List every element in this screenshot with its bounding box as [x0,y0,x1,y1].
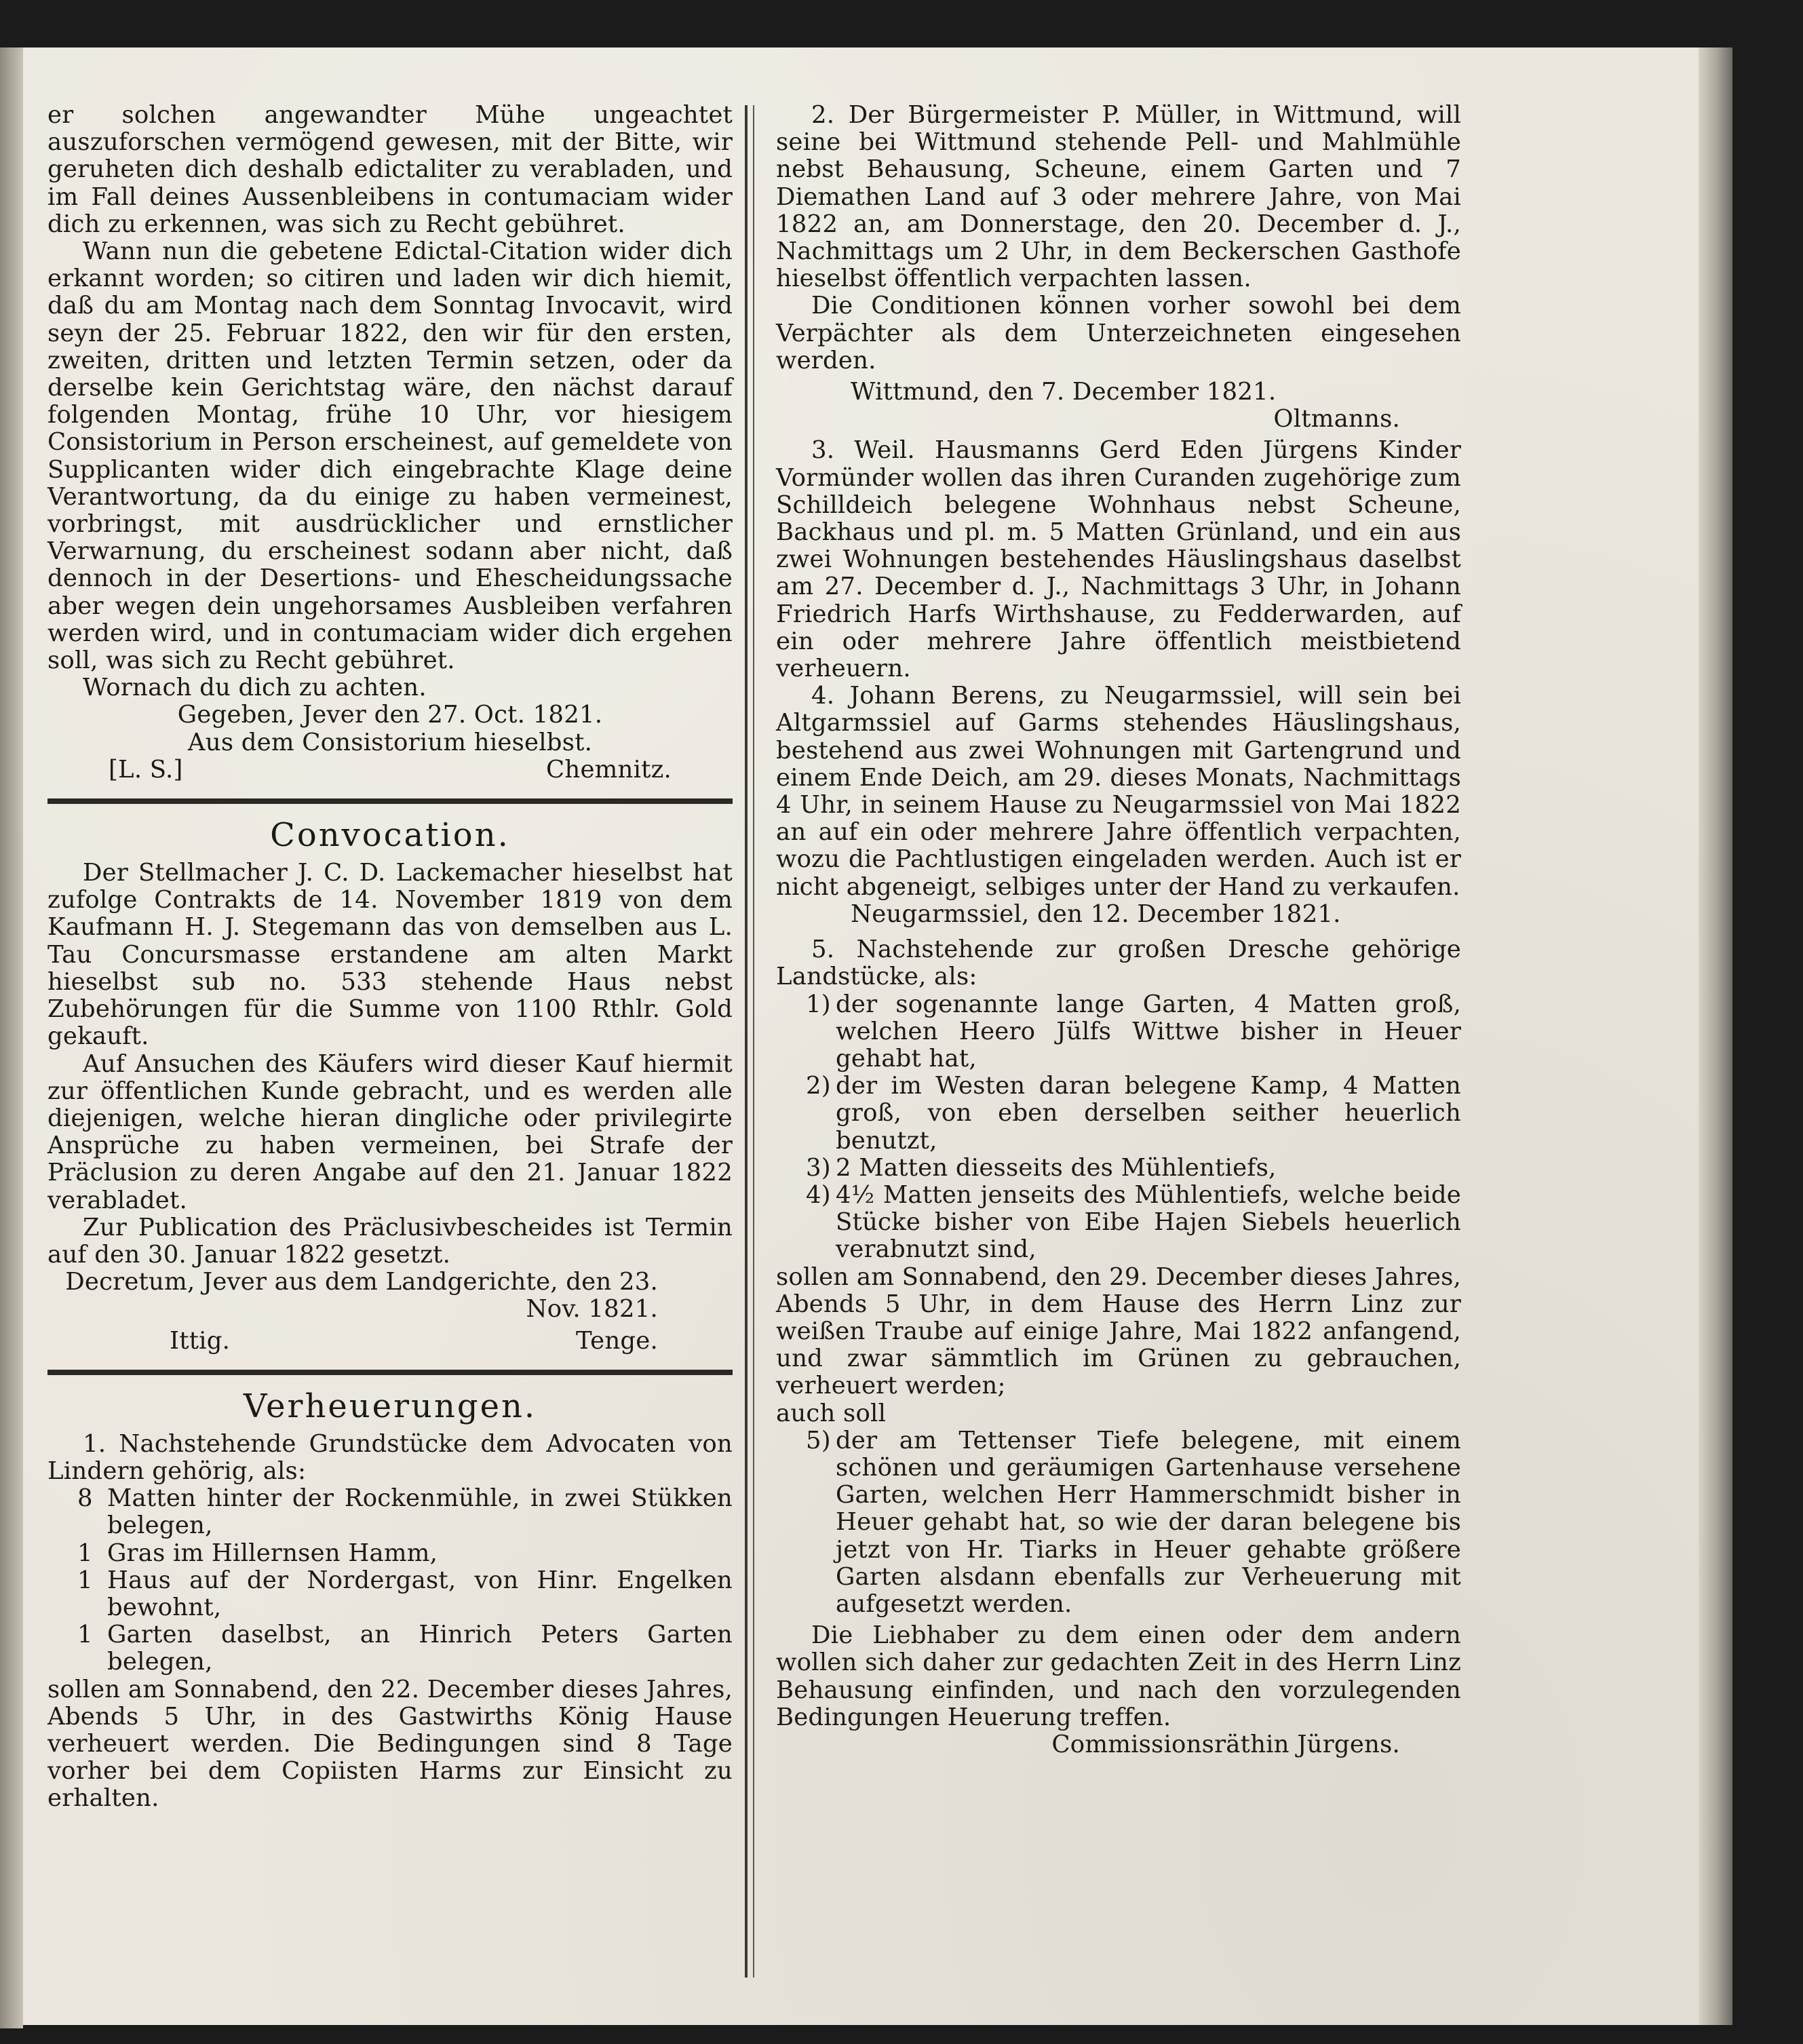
publication-paragraph: Zur Publication des Präclusivbescheides ist Termin auf den 30. Januar 1822 gesetzt. [47,1213,733,1269]
column-divider-inner [753,105,754,1978]
item-5-list-text: 2 Matten diesseits des Mühlentiefs, [836,1153,1277,1182]
item-5-extra-number: 5) [806,1426,831,1454]
item-5-intro: 5. Nachstehende zur großen Dresche gehörige Landstücke, als: [776,936,1461,991]
item-4-paragraph: 4. Johann Berens, zu Neugarmssiel, will sein bei Altgarmssiel auf Garms stehendes Häuslingshaus, bestehend aus zwei Wohnungen mit Gartengrund und einem Ende Deich, am 29. dieses Monats, Nachmittags 4 Uhr, in seinem Hause zu Neugarmssiel von Mai 1822 an auf ein oder mehrere Jahre öffentlich verpachten, wozu die Pachtlustigen eingeladen werden. Auch ist er nicht abgeneigt, selbiges unter der Hand zu verkaufen. [776,682,1461,901]
convocation-heading: Convocation. [270,816,510,855]
leasing-item-number: 8 [77,1484,93,1513]
item-5-list-number: 1) [806,990,831,1018]
leasing-closing: sollen am Sonnabend, den 22. December dieses Jahres, Abends 5 Uhr, in des Gastwirths König Hause verheuert werden. Die Bedingungen sind 8 Tage vorher bei dem Copiisten Harms zur Einsicht zu erhalten. [47,1675,733,1813]
item-2-conditions: Die Conditionen können vorher sowohl bei dem Verpächter als dem Unterzeichneten eingesehen werden. [776,292,1461,374]
left-column [47,102,733,1813]
decree-line: Decretum, Jever aus dem Landgerichte, den 23. Nov. 1821. [65,1268,658,1324]
leasing-item-text: Gras im Hillernsen Hamm, [107,1539,438,1567]
item-5-list-number: 4) [806,1180,831,1209]
opening-paragraph: er solchen angewandter Mühe ungeachtet auszuforschen vermögend gewesen, mit der Bitte, wir geruheten dich deshalb edictaliter zu verabladen, und im Fall deines Aussenbleibens in contumaciam wider dich zu erkennen, was sich zu Recht gebühret. [47,101,733,238]
leasing-item-text: Haus auf der Nordergast, von Hinr. Engelken bewohnt, [107,1566,733,1621]
leasing-item [47,1621,733,1676]
leasing-item-number: 1 [77,1539,93,1567]
leasing-item [47,1485,733,1539]
from-line: Aus dem Consistorium hieselbst. [187,728,593,756]
leasing-item-number: 1 [77,1566,93,1594]
request-paragraph: Auf Ansuchen des Käufers wird dieser Kauf hiermit zur öffentlichen Kunde gebracht, und es werden alle diejenigen, welche hieran dingliche oder privilegirte Ansprüche zu haben vermeinen, bei Strafe der Präclusion zu deren Angabe auf den 21. Januar 1822 verabladet. [47,1049,733,1214]
item-5-list-entry [776,1155,1461,1182]
signature-chemnitz: Chemnitz. [546,755,672,784]
signature-tenge: Tenge. [575,1326,658,1355]
leasing-item-text: Garten daselbst, an Hinrich Peters Garten belegen, [107,1621,733,1676]
leasing-item-text: Matten hinter der Rockenmühle, in zwei Stükken belegen, [107,1484,733,1540]
signature-row [47,756,733,784]
newspaper-page [23,47,1732,2025]
item-5-list-text: der sogenannte lange Garten, 4 Matten groß, welchen Heero Jülfs Wittwe bisher in Heuer gehabt hat, [836,990,1461,1073]
item-5-extra-text: der am Tettenser Tiefe belegene, mit einem schönen und geräumigen Gartenhause versehene Garten, welchen Herr Hammerschmidt bisher in Heuer gehabt hat, so wie der daran belegene bis jetzt von Hr. Tiarks in Heuer gehabte größere Garten alsdann ebenfalls zur Verheuerung mit aufgesetzt werden. [836,1426,1461,1618]
item-5-list-number: 2) [806,1072,831,1100]
section-rule [47,798,733,804]
page-edge-shadow [1699,47,1732,2025]
item-5-list-text: der im Westen daran belegene Kamp, 4 Matten groß, von eben derselben seither heuerlich benutzt, [836,1072,1461,1155]
item-2-place-date: Wittmund, den 7. December 1821. [851,378,1277,406]
citation-paragraph: Wann nun die gebetene Edictal-Citation wider dich erkannt worden; so citiren und laden wir dich hiemit, daß du am Montag nach dem Sonntag Invocavit, wird seyn der 25. Februar 1822, den wir für den ersten, zweiten, dritten und letzten Termin setzen, oder da derselbe kein Gerichtstag wäre, den nächst darauf folgenden Montag, frühe 10 Uhr, vor hiesigem Consistorium in Person erscheinest, auf gemeldete von Supplicanten wider dich eingebrachte Klage deine Verantwortung, da du einige zu haben vermeinest, vorbringst, mit ausdrücklicher und ernstlicher Verwarnung, du erscheinest sodann aber nicht, daß dennoch in der Desertions- und Ehescheidungssache aber wegen dein ungehorsames Ausbleiben verfahren werden wird, und in contumaciam wider dich ergehen soll, was sich zu Recht gebühret. [47,237,733,675]
warning-line: Wornach du dich zu achten. [83,674,427,702]
leasing-item [47,1540,733,1567]
item-5-also: auch soll [776,1399,887,1427]
decree-signatures [47,1328,733,1355]
item-5-list-entry [776,1182,1461,1264]
right-column [776,102,1461,1758]
item-3-paragraph: 3. Weil. Hausmanns Gerd Eden Jürgens Kinder Vormünder wollen das ihren Curanden zugehörige zum Schilldeich belegene Wohnhaus nebst Scheune, Backhaus und pl. m. 5 Matten Grünland, und ein aus zwei Wohnungen bestehendes Häuslingshaus daselbst am 27. December d. J., Nachmittags 3 Uhr, in Johann Friedrich Harfs Wirthshause, zu Fedderwarden, auf ein oder mehrere Jahre öffentlich meistbietend verheuern. [776,436,1461,683]
leasing-item-number: 1 [77,1621,93,1649]
convocation-paragraph: Der Stellmacher J. C. D. Lackemacher hieselbst hat zufolge Contrakts de 14. November 1819 von dem Kaufmann H. J. Stegemann das von demselben aus L. Tau Concursmasse erstandene am alten Markt hieselbst sub no. 533 stehende Haus nebst Zubehörungen für die Summe von 1100 Rthlr. Gold gekauft. [47,859,733,1051]
item-2-paragraph: 2. Der Bürgermeister P. Müller, in Wittmund, will seine bei Wittmund stehende Pell- und Mahlmühle nebst Behausung, Scheune, einem Garten und 7 Diemathen Land auf 3 oder mehrere Jahre, von Mai 1822 an, am Donnerstage, den 20. December d. J., Nachmittags um 2 Uhr, in dem Beckerschen Gasthofe hieselbst öffentlich verpachten lassen. [776,101,1461,293]
column-divider [745,105,748,1978]
previous-page-edge [0,47,23,2028]
item-5-list-text: 4½ Matten jenseits des Mühlentiefs, welche beide Stücke bisher von Eibe Hajen Siebels heuerlich verabnutzt sind, [836,1180,1461,1264]
leasing-item [47,1567,733,1621]
item-5-list-entry [776,1073,1461,1155]
leasing-heading: Verheuerungen. [243,1387,537,1425]
item-2-signature: Oltmanns. [1273,405,1400,433]
item-5-middle: sollen am Sonnabend, den 29. December dieses Jahres, Abends 5 Uhr, in dem Hause des Herrn Linz zur weißen Traube auf einige Jahre, Mai 1822 anfangend, und zwar sämmtlich im Grünen zu gebrauchen, verheuert werden; [776,1262,1461,1400]
item-5-signature: Commissionsräthin Jürgens. [1051,1730,1400,1758]
seal: [L. S.] [109,755,183,784]
leasing-intro: 1. Nachstehende Grundstücke dem Advocaten von Lindern gehörig, als: [47,1429,733,1485]
signature-ittig: Ittig. [170,1326,231,1355]
item-5-list-number: 3) [806,1153,831,1182]
given-line: Gegeben, Jever den 27. Oct. 1821. [177,701,603,729]
section-rule [47,1370,733,1375]
item-5-list-entry [776,991,1461,1073]
item-5-extra-entry [776,1427,1461,1618]
item-4-place-date: Neugarmssiel, den 12. December 1821. [851,900,1341,928]
item-5-closing: Die Liebhaber zu dem einen oder dem andern wollen sich daher zur gedachten Zeit in des Herrn Linz Behausung einfinden, und nach den vorzulegenden Bedingungen Heuerung treffen. [776,1621,1461,1731]
